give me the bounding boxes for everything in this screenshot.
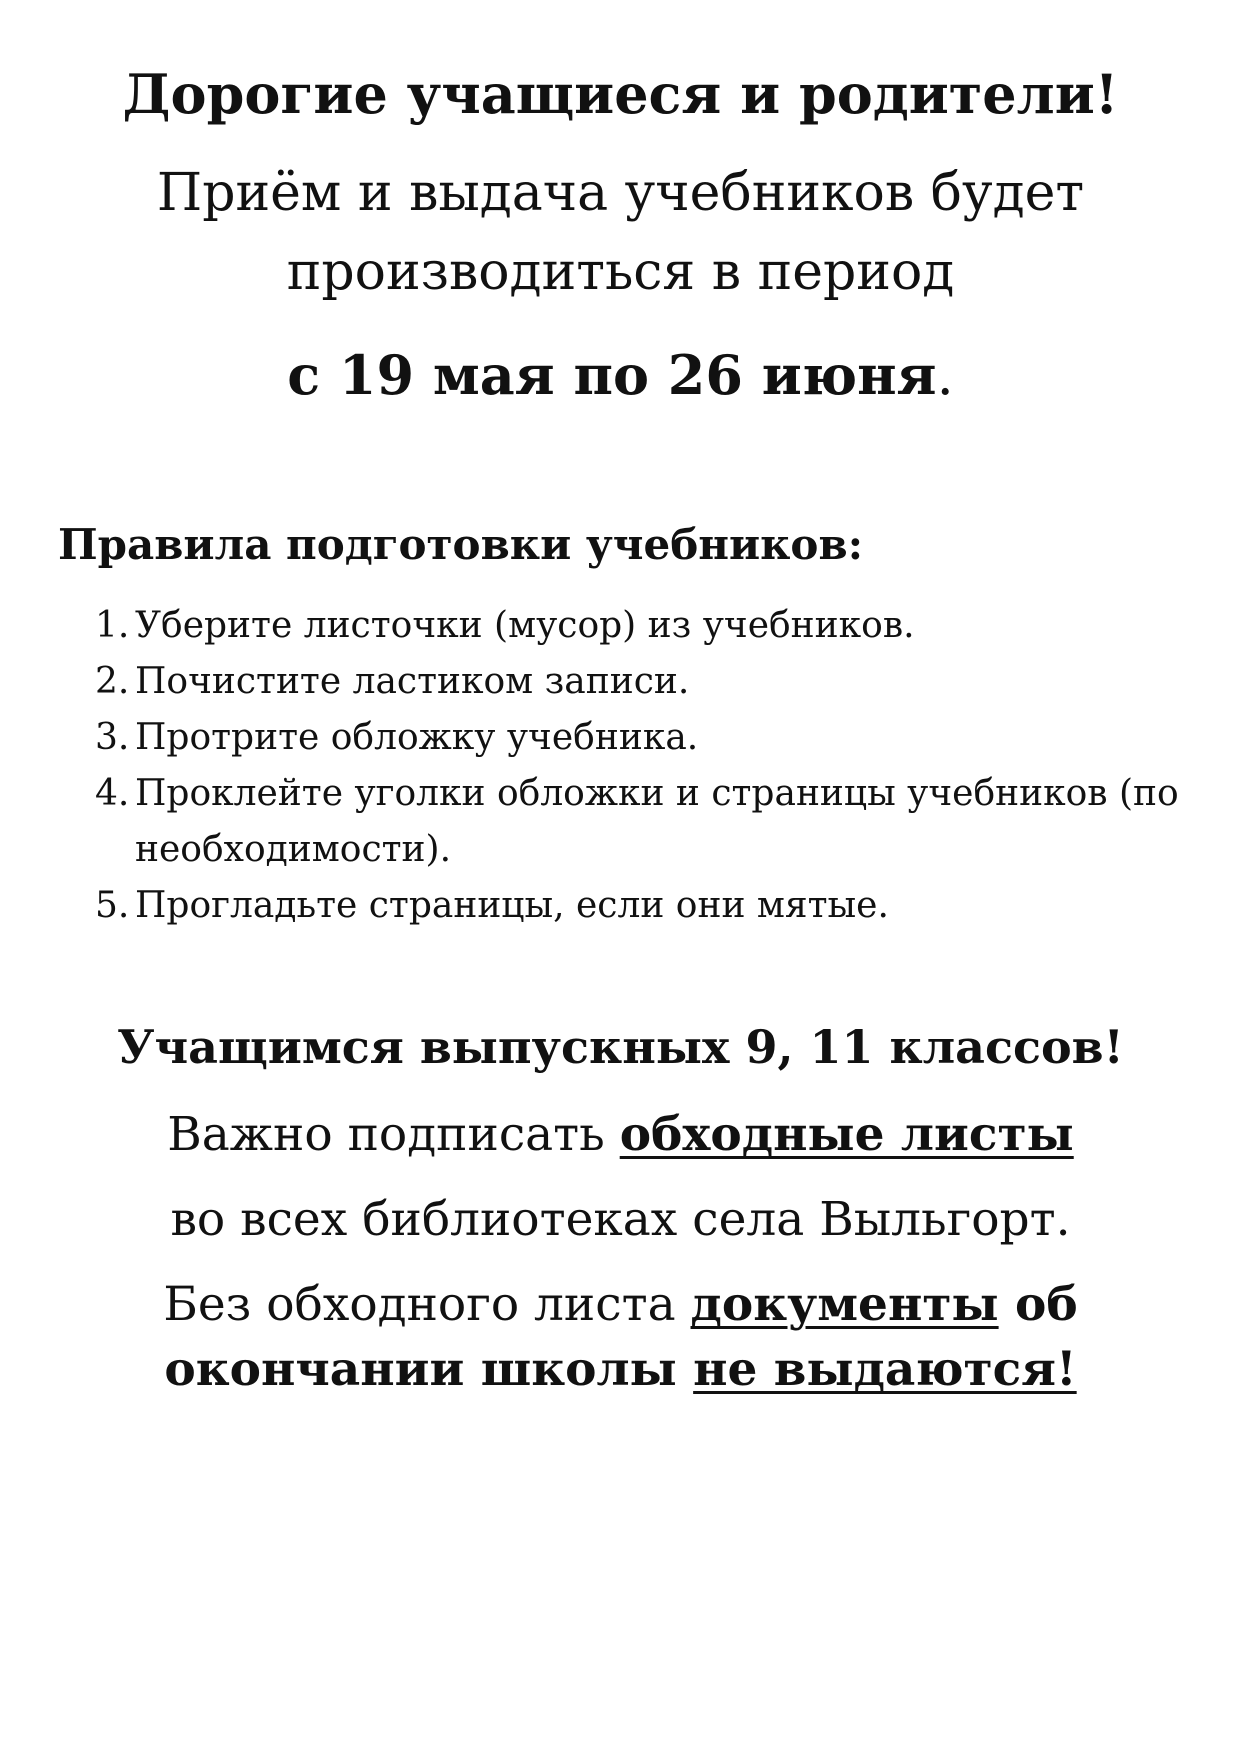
not-issued-emphasis: не выдаются! [693, 1342, 1077, 1397]
graduates-line-4 [0, 1342, 1241, 1397]
graduates-line-1 [0, 1107, 1241, 1162]
rules-list [95, 598, 1205, 934]
list-item [95, 766, 1205, 878]
notice-lead-line-2: производиться в период [286, 242, 955, 302]
notice-lead-line-1: Приём и выдача учебников будет [156, 163, 1085, 223]
documents-emphasis: документы [690, 1277, 999, 1332]
graduates-line-3 [0, 1277, 1241, 1332]
notice-title: Дорогие учащиеся и родители! [122, 62, 1119, 126]
graduates-heading: Учащимся выпускных 9, 11 классов! [117, 1020, 1124, 1074]
list-item-text: Проклейте уголки обложки и страницы учебников (по [135, 773, 1179, 814]
list-item [95, 878, 1205, 934]
date-range-text: с 19 мая по 26 июня [287, 343, 937, 407]
graduates-line-3-tail: об [998, 1277, 1078, 1332]
list-item-text: Почистите ластиком записи. [135, 661, 690, 702]
list-item-number: 4. [95, 773, 130, 814]
list-item-text-continuation: необходимости). [135, 829, 452, 870]
rules-heading: Правила подготовки учебников: [58, 520, 864, 569]
list-item-text: Уберите листочки (мусор) из учебников. [135, 605, 915, 646]
list-item-number: 1. [95, 605, 130, 646]
list-item-text: Прогладьте страницы, если они мятые. [135, 885, 889, 926]
graduates-line-4-text: окончании школы [164, 1342, 694, 1397]
date-period: . [936, 344, 954, 407]
list-item-number: 2. [95, 661, 130, 702]
list-item-number: 5. [95, 885, 130, 926]
bypass-sheets-emphasis: обходные листы [619, 1107, 1074, 1162]
graduates-line-2: во всех библиотеках села Выльгорт. [170, 1192, 1071, 1247]
graduates-line-3-text: Без обходного листа [163, 1277, 691, 1332]
list-item [95, 710, 1205, 766]
list-item-text: Протрите обложку учебника. [135, 717, 699, 758]
list-item-number: 3. [95, 717, 130, 758]
list-item [95, 598, 1205, 654]
date-range [0, 343, 1241, 407]
graduates-line-1-text: Важно подписать [167, 1107, 620, 1162]
list-item [95, 654, 1205, 710]
